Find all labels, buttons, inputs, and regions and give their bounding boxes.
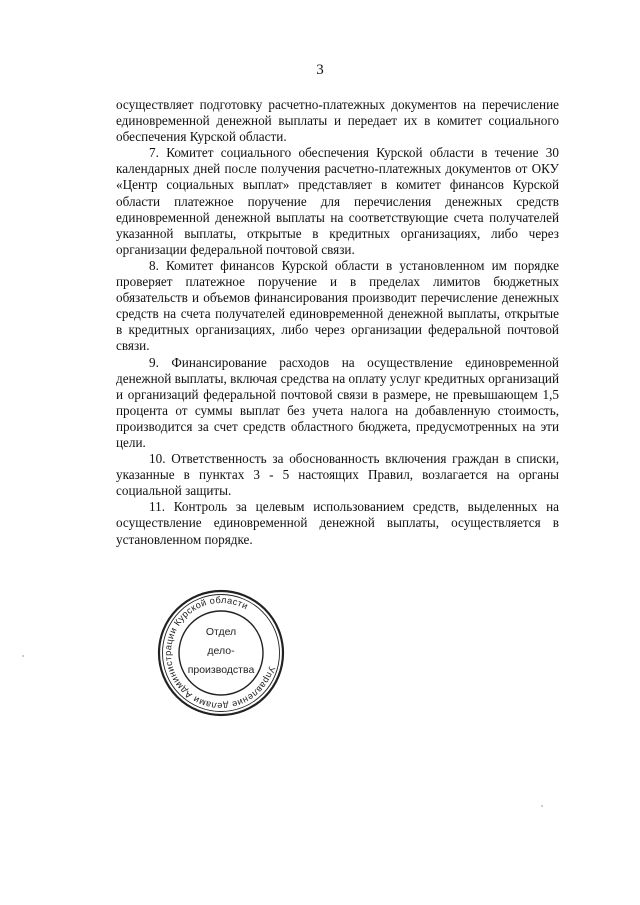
paragraph-7: 7. Комитет социального обеспечения Курской области в течение 30 календарных дней после получения расчетно-платежных документов от ОКУ «Центр социальных выплат» представляет в комитет финансов Курской области платежное поручение для перечисления денежных средств единовременной денежной выплаты на соответствующие счета получателей указанной выплаты, открытые в кредитных организациях, либо через организации федеральной почтовой связи. [116,145,559,257]
paragraph-8: 8. Комитет финансов Курской области в установленном им порядке проверяет платежное поручение и в пределах лимитов бюджетных обязательств и объемов финансирования производит перечисление денежных средств на счета получателей единовременной денежной выплаты, открытые в кредитных организациях, либо через организации федеральной почтовой связи. [116,257,559,354]
paragraph-6-continuation: осуществляет подготовку расчетно-платежных документов на перечисление единовременной денежной выплаты и передает их в комитет социального обеспечения Курской области. [116,97,559,145]
scan-speck [541,805,543,807]
paragraph-9: 9. Финансирование расходов на осуществление единовременной денежной выплаты, включая средства на оплату услуг кредитных организаций и организаций федеральной почтовой связи в размере, не превышающем 1,5 процента от суммы выплат без учета налога на добавленную стоимость, производится за счет средств областного бюджета, предусмотренных на эти цели. [116,354,559,450]
scan-speck [22,655,24,657]
paragraph-11: 11. Контроль за целевым использованием средств, выделенных на осуществление единовременной денежной выплаты, осуществляется в установленном порядке. [116,499,559,547]
stamp-center-line-1: Отдел [205,626,237,638]
page-number: 3 [316,62,324,78]
document-body [116,97,559,548]
stamp-ring-text: Управление делами Администрации Курской области [162,594,277,712]
paragraph-10: 10. Ответственность за обоснованность включения граждан в списки, указанные в пунктах 3 - 5 настоящих Правил, возлагается на органы социальной защиты. [116,451,559,499]
stamp-center-line-3: производства [187,664,255,676]
stamp-center-line-2: дело- [207,645,235,657]
office-stamp [155,587,287,719]
